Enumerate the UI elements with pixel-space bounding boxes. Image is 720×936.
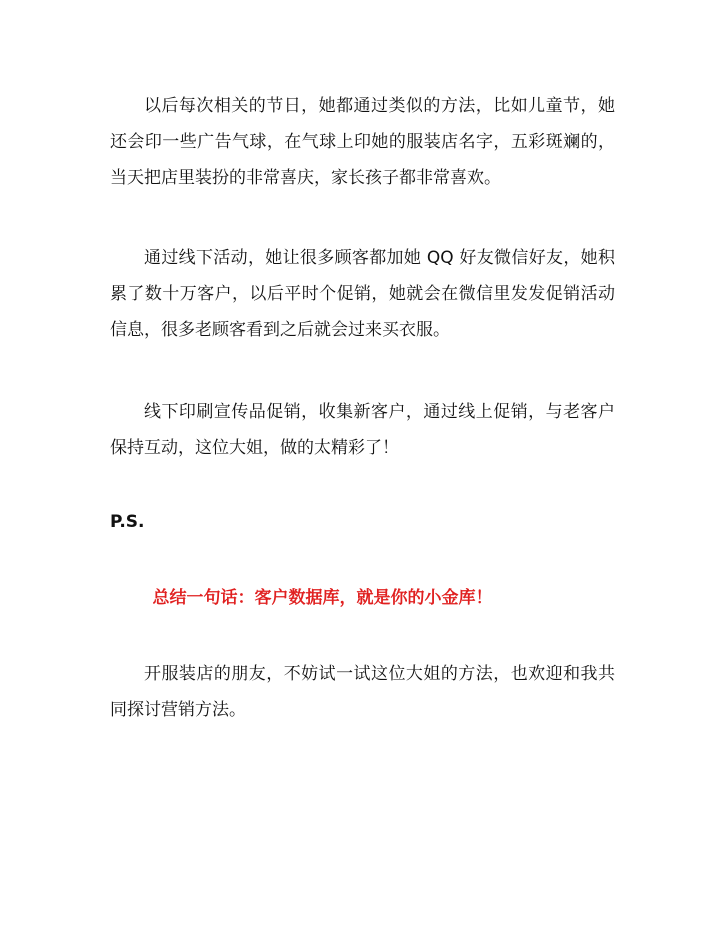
- highlight-summary: 总结一句话：客户数据库，就是你的小金库！: [152, 588, 493, 608]
- paragraph-summary-strategy: 线下印刷宣传品促销，收集新客户，通过线上促销，与老客户保持互动，这位大姐，做的太精彩了！: [110, 402, 615, 458]
- paragraph-holiday-promotion: 以后每次相关的节日，她都通过类似的方法，比如儿童节，她还会印一些广告气球，在气球上印她的服装店名字，五彩斑斓的，当天把店里装扮的非常喜庆，家长孩子都非常喜欢。: [110, 96, 615, 188]
- ps-label: P.S.: [110, 512, 145, 532]
- paragraph-offline-activity: 通过线下活动，她让很多顾客都加她 QQ 好友微信好友，她积累了数十万客户，以后平时个促销，她就会在微信里发发促销活动信息，很多老顾客看到之后就会过来买衣服。: [110, 248, 615, 340]
- paragraph-closing: 开服装店的朋友，不妨试一试这位大姐的方法，也欢迎和我共同探讨营销方法。: [110, 664, 615, 720]
